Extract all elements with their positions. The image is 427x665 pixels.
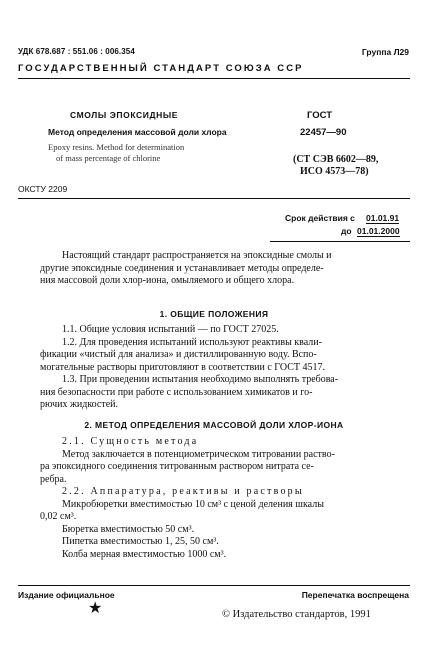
text-line: другие эпоксидные соединения и устанавливает методы определе- [40,262,324,274]
reprint-prohibited-label: Перепечатка воспрещена [301,590,409,600]
star-icon: ★ [88,600,103,617]
doc-title: СМОЛЫ ЭПОКСИДНЫЕ [70,110,179,120]
doc-subtitle: Метод определения массовой доли хлора [48,127,227,137]
text-line: 1.2. Для проведения испытаний используют реактивы квали- [62,336,322,348]
validity-to: 01.01.2000 [357,226,400,236]
text-line: Метод заключается в потенциометрическом титровании раство- [62,448,335,460]
validity-label: Срок действия с [285,213,355,223]
text-line: 1.3. При проведении испытания необходимо выполнять требова- [62,374,339,385]
subsection-heading: 2.1. Сущность метода [62,436,199,447]
intro-paragraph [40,250,410,288]
copyright-notice: © Издательство стандартов, 1991 [222,609,371,620]
english-title-line2: of mass percentage of chlorine [56,153,161,163]
udk-code: УДК 678.687 : 551.06 : 006.354 [18,47,135,56]
official-edition-label: Издание официальное [18,590,115,600]
section2-heading: 2. МЕТОД ОПРЕДЕЛЕНИЯ МАССОВОЙ ДОЛИ ХЛОР-ИОНА [84,420,344,430]
text-line: ния массовой доли хлор-иона, омыляемого и общего хлора. [40,275,295,286]
text-line: фикации «чистый для анализа» и дистиллированную воду. Вспо- [40,349,317,360]
gost-label: ГОСТ [307,110,333,121]
text-line: Бюретка вместимостью 50 см³. [62,523,195,535]
st-sev-line1: (СТ СЭВ 6602—89, [293,154,379,165]
middle-rule [18,198,410,199]
validity-from: 01.01.91 [366,213,400,223]
st-sev-line2: ИСО 4573—78) [300,166,369,177]
text-line: ребра. [40,473,67,485]
text-line: ния безопасности при работе с использованием химикатов и го- [40,386,313,398]
section1-heading: 1. ОБЩИЕ ПОЛОЖЕНИЯ [159,309,269,319]
group-code: Группа Л29 [361,47,409,57]
validity-to-label: до [341,226,352,236]
okstu-code: ОКСТУ 2209 [18,184,68,194]
english-title-line1: Epoxy resins. Method for determination [48,142,185,152]
validity-rule [270,241,410,242]
top-rule [18,78,410,79]
text-line: Пипетка вместимостью 1, 25, 50 см³. [62,536,219,547]
text-line: рючих жидкостей. [40,399,119,410]
text-line: Колба мерная вместимостью 1000 см³. [62,548,227,560]
text-line: ра эпоксидного соединения титрованным раствором нитрата се- [40,461,314,472]
text-line: Микробюретки вместимостью 10 см³ с ценой деления шкалы [62,498,324,510]
bottom-rule [18,585,410,586]
gost-number: 22457—90 [300,127,347,138]
text-line: могательные растворы приготовляют в соответствии с ГОСТ 4517. [40,361,325,373]
section1-body [40,324,410,412]
text-line: Настоящий стандарт распространяется на эпоксидные смолы и [62,250,332,261]
section2-body [40,436,410,561]
subsection-heading: 2.2. Аппаратура, реактивы и растворы [62,486,304,497]
text-line: 0,02 см³. [40,511,77,522]
standard-title: ГОСУДАРСТВЕННЫЙ СТАНДАРТ СОЮЗА ССР [18,63,304,74]
text-line: 1.1. Общие условия испытаний — по ГОСТ 27025. [62,324,279,335]
